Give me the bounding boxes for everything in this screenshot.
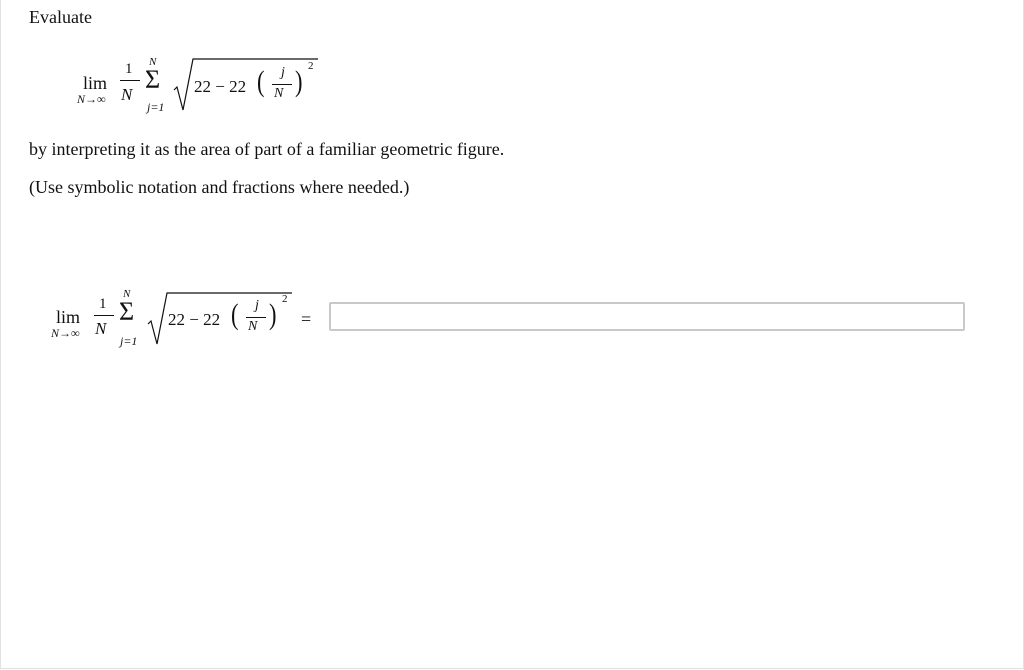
sum-lower-limit: j=1 [147,100,165,114]
sum-symbol: Σ [145,65,161,94]
interpretation-text: by interpreting it as the area of part of a familiar geometric figure. [29,139,505,159]
answer-fraction-bar [94,315,114,316]
limit-subscript: N→∞ [77,92,106,106]
limit-word: lim [83,73,108,93]
answer-right-paren: ) [269,298,277,331]
answer-sum-upper-limit: N [123,288,131,300]
answer-radicand-text: 22 − 22 [168,310,221,329]
answer-limit-subscript: N→∞ [51,326,80,340]
answer-fraction-denominator: N [95,319,107,338]
answer-inner-denominator: N [248,319,258,334]
right-paren: ) [295,65,303,98]
inner-numerator: j [281,65,285,80]
radicand-text: 22 − 22 [194,77,247,96]
sum-upper-limit: N [149,56,157,68]
answer-left-paren: ( [231,298,239,331]
answer-exponent: 2 [282,293,288,305]
inner-fraction-bar [272,84,292,85]
answer-input[interactable] [329,302,965,331]
exponent: 2 [308,60,314,72]
left-paren: ( [257,65,265,98]
answer-inner-numerator: j [255,298,259,313]
instruction-text: (Use symbolic notation and fractions where needed.) [29,177,410,197]
inner-denominator: N [274,86,284,101]
fraction-denominator: N [121,85,133,104]
answer-fraction-numerator: 1 [99,296,107,312]
fraction-numerator: 1 [125,61,133,77]
fraction-bar [120,80,140,81]
answer-sum-symbol: Σ [119,297,135,326]
question-heading: Evaluate [29,7,92,27]
answer-sum-lower-limit: j=1 [120,334,138,348]
answer-inner-fraction-bar [246,317,266,318]
equals-sign: = [301,309,312,329]
answer-limit-word: lim [56,307,81,327]
